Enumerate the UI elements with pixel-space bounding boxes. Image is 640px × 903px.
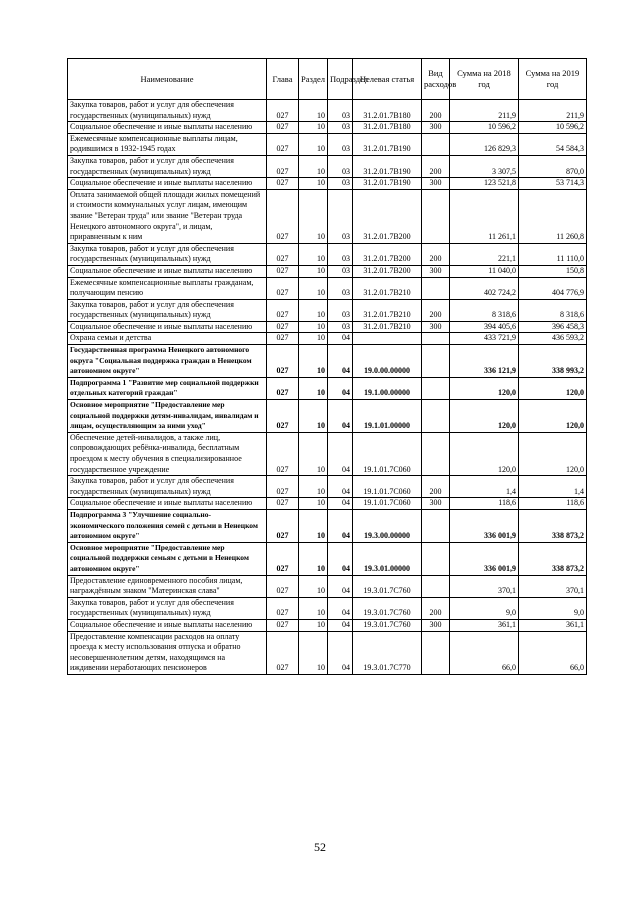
row-expense-type: 200 — [422, 243, 450, 265]
row-name: Социальное обеспечение и иные выплаты населению — [68, 321, 267, 333]
row-razdel: 10 — [299, 178, 328, 190]
row-name: Ежемесячные компенсационные выплаты гражданам, получающим пенсию — [68, 277, 267, 299]
row-razdel: 10 — [299, 333, 328, 345]
row-razdel: 10 — [299, 277, 328, 299]
row-sum-2018: 433 721,9 — [450, 333, 519, 345]
row-razdel: 10 — [299, 509, 328, 542]
table-row — [68, 265, 587, 277]
row-podrazdel: 04 — [328, 333, 353, 345]
row-target-article: 31.2.01.7В200 — [353, 243, 422, 265]
row-sum-2018: 336 121,9 — [450, 345, 519, 378]
row-target-article: 19.3.00.00000 — [353, 509, 422, 542]
row-target-article: 19.1.00.00000 — [353, 377, 422, 399]
row-razdel: 10 — [299, 575, 328, 597]
row-glava: 027 — [267, 265, 299, 277]
row-sum-2018: 11 040,0 — [450, 265, 519, 277]
row-razdel: 10 — [299, 133, 328, 155]
row-glava: 027 — [267, 100, 299, 122]
row-glava: 027 — [267, 122, 299, 134]
row-razdel: 10 — [299, 100, 328, 122]
row-podrazdel: 04 — [328, 377, 353, 399]
row-name: Закупка товаров, работ и услуг для обеспечения государственных (муниципальных) нужд — [68, 100, 267, 122]
row-name: Предоставление компенсации расходов на оплату проезда к месту использования отпуска и обратно несовершеннолетним детям, находящимся на иждивении неработающих пенсионеров — [68, 631, 267, 674]
table-row — [68, 631, 587, 674]
row-name: Закупка товаров, работ и услуг для обеспечения государственных (муниципальных) нужд — [68, 299, 267, 321]
row-podrazdel: 03 — [328, 265, 353, 277]
row-sum-2018: 118,6 — [450, 498, 519, 510]
row-target-article: 19.0.00.00000 — [353, 345, 422, 378]
row-name: Ежемесячные компенсационные выплаты лицам, родившимся в 1932-1945 годах — [68, 133, 267, 155]
row-name: Социальное обеспечение и иные выплаты населению — [68, 178, 267, 190]
row-razdel: 10 — [299, 498, 328, 510]
row-expense-type — [422, 509, 450, 542]
row-expense-type — [422, 189, 450, 243]
row-target-article: 19.1.01.7С060 — [353, 432, 422, 475]
row-sum-2019: 118,6 — [519, 498, 587, 510]
row-podrazdel: 04 — [328, 498, 353, 510]
row-podrazdel: 03 — [328, 100, 353, 122]
row-razdel: 10 — [299, 432, 328, 475]
row-expense-type — [422, 377, 450, 399]
row-expense-type: 300 — [422, 122, 450, 134]
row-podrazdel: 03 — [328, 277, 353, 299]
row-sum-2018: 8 318,6 — [450, 299, 519, 321]
row-expense-type: 200 — [422, 476, 450, 498]
row-target-article: 19.1.01.7С060 — [353, 476, 422, 498]
row-target-article: 31.2.01.7В190 — [353, 178, 422, 190]
row-sum-2018: 120,0 — [450, 400, 519, 433]
row-expense-type: 300 — [422, 321, 450, 333]
row-razdel: 10 — [299, 155, 328, 177]
row-podrazdel: 04 — [328, 542, 353, 575]
row-podrazdel: 04 — [328, 631, 353, 674]
header-podrazdel: Подраздел — [328, 59, 353, 100]
row-sum-2019: 436 593,2 — [519, 333, 587, 345]
row-sum-2018: 1,4 — [450, 476, 519, 498]
row-name: Подпрограмма 1 "Развитие мер социальной поддержки отдельных категорий граждан" — [68, 377, 267, 399]
row-podrazdel: 04 — [328, 619, 353, 631]
row-expense-type — [422, 133, 450, 155]
row-glava: 027 — [267, 597, 299, 619]
row-sum-2019: 404 776,9 — [519, 277, 587, 299]
row-name: Социальное обеспечение и иные выплаты населению — [68, 498, 267, 510]
row-name: Государственная программа Ненецкого автономного округа "Социальная поддержка граждан в Ненецком автономном округе" — [68, 345, 267, 378]
row-sum-2018: 336 001,9 — [450, 542, 519, 575]
row-razdel: 10 — [299, 299, 328, 321]
row-expense-type — [422, 542, 450, 575]
row-target-article: 19.3.01.00000 — [353, 542, 422, 575]
row-sum-2018: 126 829,3 — [450, 133, 519, 155]
row-name: Оплата занимаемой общей площади жилых помещений и стоимости коммунальных услуг лицам, имеющим звание "Ветеран труда" или звание "Ветеран труда Ненецкого автономного округа", и лицам, приравненным к ним — [68, 189, 267, 243]
table-row — [68, 345, 587, 378]
row-sum-2019: 211,9 — [519, 100, 587, 122]
row-razdel: 10 — [299, 631, 328, 674]
table-row — [68, 299, 587, 321]
table-row — [68, 498, 587, 510]
row-glava: 027 — [267, 299, 299, 321]
row-name: Социальное обеспечение и иные выплаты населению — [68, 265, 267, 277]
row-sum-2019: 870,0 — [519, 155, 587, 177]
row-razdel: 10 — [299, 597, 328, 619]
row-sum-2018: 370,1 — [450, 575, 519, 597]
table-row — [68, 321, 587, 333]
row-name: Закупка товаров, работ и услуг для обеспечения государственных (муниципальных) нужд — [68, 597, 267, 619]
row-sum-2018: 221,1 — [450, 243, 519, 265]
row-razdel: 10 — [299, 345, 328, 378]
row-razdel: 10 — [299, 400, 328, 433]
row-podrazdel: 03 — [328, 189, 353, 243]
row-glava: 027 — [267, 189, 299, 243]
row-expense-type — [422, 631, 450, 674]
row-expense-type — [422, 432, 450, 475]
row-podrazdel: 04 — [328, 432, 353, 475]
row-target-article: 19.1.01.00000 — [353, 400, 422, 433]
row-sum-2018: 66,0 — [450, 631, 519, 674]
row-sum-2019: 54 584,3 — [519, 133, 587, 155]
row-podrazdel: 04 — [328, 597, 353, 619]
row-name: Социальное обеспечение и иные выплаты населению — [68, 619, 267, 631]
row-sum-2018: 211,9 — [450, 100, 519, 122]
row-name: Предоставление единовременного пособия лицам, награждённым знаком "Материнская слава" — [68, 575, 267, 597]
row-expense-type: 200 — [422, 155, 450, 177]
row-sum-2019: 8 318,6 — [519, 299, 587, 321]
row-sum-2018: 123 521,8 — [450, 178, 519, 190]
row-podrazdel: 03 — [328, 299, 353, 321]
header-sum-2019: Сумма на 2019 год — [519, 59, 587, 100]
row-name: Основное мероприятие "Предоставление мер социальной поддержки семьям с детьми в Ненецком автономном округе" — [68, 542, 267, 575]
row-target-article: 19.3.01.7С770 — [353, 631, 422, 674]
row-target-article: 31.2.01.7В180 — [353, 122, 422, 134]
row-glava: 027 — [267, 178, 299, 190]
row-target-article: 31.2.01.7В200 — [353, 265, 422, 277]
table-row — [68, 155, 587, 177]
table-body — [68, 100, 587, 675]
row-expense-type: 300 — [422, 178, 450, 190]
row-podrazdel: 03 — [328, 321, 353, 333]
table-row — [68, 243, 587, 265]
row-sum-2019: 10 596,2 — [519, 122, 587, 134]
table-row — [68, 400, 587, 433]
row-expense-type — [422, 575, 450, 597]
row-glava: 027 — [267, 432, 299, 475]
row-glava: 027 — [267, 133, 299, 155]
row-sum-2018: 361,1 — [450, 619, 519, 631]
row-target-article: 19.1.01.7С060 — [353, 498, 422, 510]
row-target-article: 31.2.01.7В190 — [353, 133, 422, 155]
row-target-article: 19.3.01.7С760 — [353, 619, 422, 631]
row-sum-2019: 120,0 — [519, 377, 587, 399]
row-podrazdel: 03 — [328, 243, 353, 265]
table-row — [68, 619, 587, 631]
row-target-article: 31.2.01.7В210 — [353, 277, 422, 299]
row-target-article: 31.2.01.7В190 — [353, 155, 422, 177]
row-name: Подпрограмма 3 "Улучшение социально-экономического положения семей с детьми в Ненецком автономном округе" — [68, 509, 267, 542]
row-glava: 027 — [267, 333, 299, 345]
row-glava: 027 — [267, 498, 299, 510]
row-sum-2019: 11 110,0 — [519, 243, 587, 265]
row-glava: 027 — [267, 277, 299, 299]
row-razdel: 10 — [299, 122, 328, 134]
table-row — [68, 377, 587, 399]
header-razdel: Раздел — [299, 59, 328, 100]
row-glava: 027 — [267, 631, 299, 674]
row-razdel: 10 — [299, 243, 328, 265]
row-podrazdel: 04 — [328, 476, 353, 498]
row-expense-type — [422, 333, 450, 345]
row-target-article: 19.3.01.7С760 — [353, 597, 422, 619]
row-razdel: 10 — [299, 189, 328, 243]
row-expense-type — [422, 345, 450, 378]
row-sum-2018: 3 307,5 — [450, 155, 519, 177]
row-sum-2019: 150,8 — [519, 265, 587, 277]
row-podrazdel: 04 — [328, 575, 353, 597]
row-glava: 027 — [267, 345, 299, 378]
row-razdel: 10 — [299, 377, 328, 399]
row-target-article: 19.3.01.7С760 — [353, 575, 422, 597]
row-glava: 027 — [267, 155, 299, 177]
row-glava: 027 — [267, 243, 299, 265]
row-target-article: 31.2.01.7В180 — [353, 100, 422, 122]
row-sum-2018: 120,0 — [450, 432, 519, 475]
table-row — [68, 189, 587, 243]
row-razdel: 10 — [299, 321, 328, 333]
row-name: Закупка товаров, работ и услуг для обеспечения государственных (муниципальных) нужд — [68, 155, 267, 177]
table-header-row — [68, 59, 587, 100]
row-sum-2019: 1,4 — [519, 476, 587, 498]
row-sum-2018: 11 261,1 — [450, 189, 519, 243]
row-glava: 027 — [267, 476, 299, 498]
table-row — [68, 597, 587, 619]
row-name: Охрана семьи и детства — [68, 333, 267, 345]
row-glava: 027 — [267, 509, 299, 542]
row-target-article: 31.2.01.7В210 — [353, 321, 422, 333]
row-expense-type: 200 — [422, 299, 450, 321]
row-expense-type: 300 — [422, 619, 450, 631]
table-row — [68, 333, 587, 345]
row-sum-2019: 361,1 — [519, 619, 587, 631]
row-sum-2018: 120,0 — [450, 377, 519, 399]
row-name: Социальное обеспечение и иные выплаты населению — [68, 122, 267, 134]
header-expense-type: Вид расходов — [422, 59, 450, 100]
row-razdel: 10 — [299, 476, 328, 498]
row-expense-type: 200 — [422, 597, 450, 619]
row-target-article — [353, 333, 422, 345]
row-glava: 027 — [267, 400, 299, 433]
row-razdel: 10 — [299, 265, 328, 277]
row-sum-2019: 66,0 — [519, 631, 587, 674]
table-row — [68, 509, 587, 542]
table-row — [68, 277, 587, 299]
row-sum-2018: 336 001,9 — [450, 509, 519, 542]
budget-table — [67, 58, 587, 675]
table-row — [68, 100, 587, 122]
row-razdel: 10 — [299, 542, 328, 575]
table-row — [68, 122, 587, 134]
header-glava: Глава — [267, 59, 299, 100]
page-number: 52 — [314, 840, 326, 854]
row-sum-2019: 338 993,2 — [519, 345, 587, 378]
row-sum-2019: 370,1 — [519, 575, 587, 597]
row-sum-2019: 338 873,2 — [519, 542, 587, 575]
table-row — [68, 178, 587, 190]
row-sum-2019: 120,0 — [519, 400, 587, 433]
row-target-article: 31.2.01.7В210 — [353, 299, 422, 321]
row-sum-2019: 338 873,2 — [519, 509, 587, 542]
header-target-article: Целевая статья — [353, 59, 422, 100]
table-row — [68, 575, 587, 597]
row-sum-2018: 394 405,6 — [450, 321, 519, 333]
row-sum-2019: 396 458,3 — [519, 321, 587, 333]
row-expense-type: 300 — [422, 265, 450, 277]
table-row — [68, 133, 587, 155]
row-glava: 027 — [267, 321, 299, 333]
row-sum-2019: 120,0 — [519, 432, 587, 475]
table-row — [68, 432, 587, 475]
row-expense-type: 300 — [422, 498, 450, 510]
row-glava: 027 — [267, 377, 299, 399]
header-sum-2018: Сумма на 2018 год — [450, 59, 519, 100]
row-name: Обеспечение детей-инвалидов, а также лиц, сопровождающих ребёнка-инвалида, бесплатным проездом к месту обучения в специализированное государственное учреждение — [68, 432, 267, 475]
row-target-article: 31.2.01.7В200 — [353, 189, 422, 243]
row-razdel: 10 — [299, 619, 328, 631]
row-expense-type — [422, 400, 450, 433]
row-glava: 027 — [267, 575, 299, 597]
row-podrazdel: 03 — [328, 122, 353, 134]
row-podrazdel: 04 — [328, 509, 353, 542]
row-name: Основное мероприятие "Предоставление мер социальной поддержки детям-инвалидам, инвалидам и лицам, осуществляющим за ними уход" — [68, 400, 267, 433]
header-name: Наименование — [68, 59, 267, 100]
row-sum-2018: 402 724,2 — [450, 277, 519, 299]
row-expense-type — [422, 277, 450, 299]
row-glava: 027 — [267, 542, 299, 575]
row-sum-2018: 10 596,2 — [450, 122, 519, 134]
row-podrazdel: 03 — [328, 133, 353, 155]
table-row — [68, 476, 587, 498]
row-podrazdel: 04 — [328, 400, 353, 433]
row-sum-2019: 53 714,3 — [519, 178, 587, 190]
row-expense-type: 200 — [422, 100, 450, 122]
row-sum-2019: 9,0 — [519, 597, 587, 619]
row-podrazdel: 03 — [328, 155, 353, 177]
row-glava: 027 — [267, 619, 299, 631]
row-podrazdel: 04 — [328, 345, 353, 378]
table-row — [68, 542, 587, 575]
row-name: Закупка товаров, работ и услуг для обеспечения государственных (муниципальных) нужд — [68, 243, 267, 265]
row-name: Закупка товаров, работ и услуг для обеспечения государственных (муниципальных) нужд — [68, 476, 267, 498]
row-sum-2018: 9,0 — [450, 597, 519, 619]
row-podrazdel: 03 — [328, 178, 353, 190]
row-sum-2019: 11 260,8 — [519, 189, 587, 243]
